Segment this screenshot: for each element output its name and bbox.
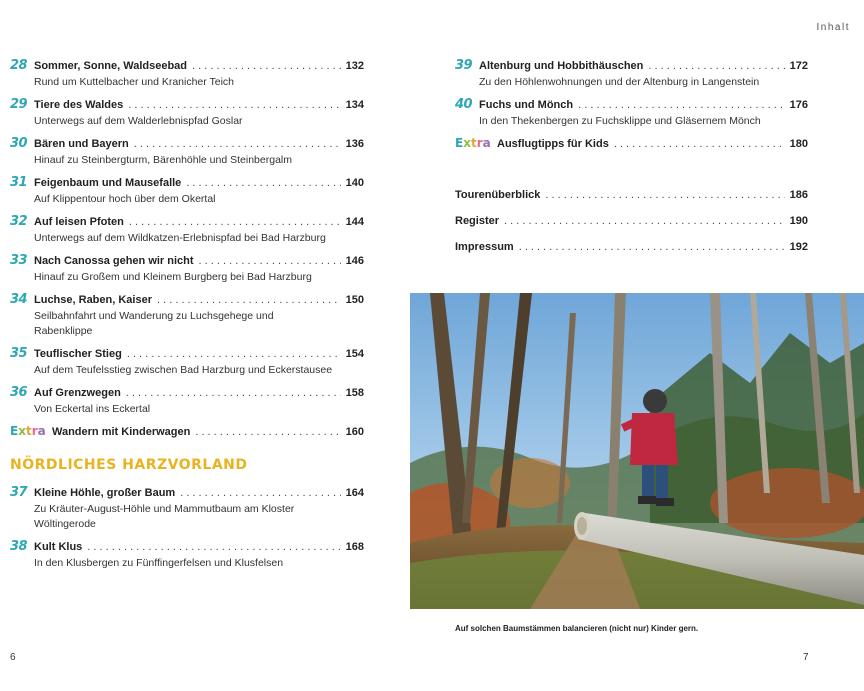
appendix-entry[interactable] (455, 241, 808, 258)
toc-subtitle: Seilbahnfahrt und Wanderung zu Luchsgehege und (34, 310, 274, 322)
leader-dots (127, 348, 341, 360)
toc-page: 160 (345, 426, 364, 438)
tour-number: 28 (10, 58, 28, 73)
page-number-right: 7 (803, 652, 809, 663)
toc-entry-head (10, 539, 364, 556)
toc-entry[interactable] (10, 253, 364, 285)
toc-page: 186 (789, 189, 808, 201)
tour-number: 36 (10, 385, 28, 400)
toc-page: 164 (345, 487, 364, 499)
toc-page: 190 (789, 215, 808, 227)
toc-entry-head (10, 136, 364, 153)
toc-page: 134 (345, 99, 364, 111)
toc-title: Fuchs und Mönch (479, 99, 574, 111)
toc-entry[interactable] (10, 385, 364, 417)
toc-title: Nach Canossa gehen wir nicht (34, 255, 194, 267)
appendix-list (455, 189, 808, 258)
tour-number: 37 (10, 485, 28, 500)
toc-subtitle: Von Eckertal ins Eckertal (34, 403, 151, 415)
toc-title: Altenburg und Hobbithäuschen (479, 60, 644, 72)
toc-subtitle: In den Klusbergen zu Fünffingerfelsen und Klusfelsen (34, 557, 284, 569)
tour-number: 35 (10, 346, 28, 361)
tour-number: 34 (10, 292, 28, 307)
toc-title: Impressum (455, 241, 514, 253)
tour-number: 40 (455, 97, 473, 112)
toc-subtitle: Hinauf zu Steinbergturm, Bärenhöhle und Steinbergalm (34, 154, 292, 166)
leader-dots (519, 241, 785, 253)
toc-subtitle: Unterwegs auf dem Wildkatzen-Erlebnispfad bei Bad Harzburg (34, 232, 326, 244)
toc-subtitle: Auf dem Teufelsstieg zwischen Bad Harzburg und Eckerstausee (34, 364, 333, 376)
tour-number: 29 (10, 97, 28, 112)
toc-entry-head (10, 292, 364, 309)
leader-dots (504, 215, 785, 227)
leader-dots (186, 177, 340, 189)
extra-tag: Extra (455, 136, 491, 150)
toc-title: Sommer, Sonne, Waldseebad (34, 60, 188, 72)
toc-title: Teuflischer Stieg (34, 348, 122, 360)
toc-entry[interactable] (10, 175, 364, 207)
leader-dots (129, 216, 341, 228)
toc-entry[interactable] (10, 136, 364, 168)
toc-page: 150 (345, 294, 364, 306)
toc-entry[interactable] (10, 292, 364, 339)
toc-subtitle: Unterwegs auf dem Walderlebnispfad Goslar (34, 115, 243, 127)
toc-title: Tourenüberblick (455, 189, 541, 201)
tour-number: 31 (10, 175, 28, 190)
leader-dots (614, 138, 785, 150)
toc-entry-head (10, 214, 364, 231)
toc-title: Auf leisen Pfoten (34, 216, 124, 228)
toc-page: 192 (789, 241, 808, 253)
toc-entry-head (10, 485, 364, 502)
toc-entry-head (10, 97, 364, 114)
tour-number: 39 (455, 58, 473, 73)
toc-title: Luchse, Raben, Kaiser (34, 294, 152, 306)
toc-page: 158 (345, 387, 364, 399)
appendix-entry[interactable] (455, 189, 808, 206)
toc-entry-head (10, 58, 364, 75)
leader-dots (545, 189, 784, 201)
toc-page: 176 (789, 99, 808, 111)
toc-list-left (10, 58, 364, 417)
toc-entry[interactable] (10, 58, 364, 90)
leader-dots (192, 60, 341, 72)
leader-dots (157, 294, 341, 306)
forest-photo (410, 293, 864, 609)
photo-caption: Auf solchen Baumstämmen balancieren (nicht nur) Kinder gern. (455, 624, 699, 633)
toc-page: 180 (789, 138, 808, 150)
toc-extra-right[interactable] (455, 136, 808, 153)
toc-title: Auf Grenzwegen (34, 387, 121, 399)
toc-page: 136 (345, 138, 364, 150)
toc-entry-head (10, 346, 364, 363)
forest-illustration (410, 293, 864, 609)
toc-entry-head (10, 253, 364, 270)
toc-subtitle: Hinauf zu Großem und Kleinem Burgberg bei Bad Harzburg (34, 271, 312, 283)
toc-title: Ausflugtipps für Kids (497, 138, 609, 150)
toc-title: Kult Klus (34, 541, 83, 553)
toc-title: Tiere des Waldes (34, 99, 124, 111)
toc-subtitle: Zu Kräuter-August-Höhle und Mammutbaum am Kloster (34, 503, 295, 515)
toc-subtitle: In den Thekenbergen zu Fuchsklippe und Gläsernem Mönch (479, 115, 761, 127)
toc-title: Bären und Bayern (34, 138, 129, 150)
toc-entry-head (455, 58, 808, 75)
leader-dots (126, 387, 341, 399)
header-label: Inhalt (816, 22, 850, 33)
toc-page: 146 (345, 255, 364, 267)
toc-entry-head (10, 385, 364, 402)
toc-entry[interactable] (455, 97, 808, 129)
toc-subtitle: Auf Klippentour hoch über dem Okertal (34, 193, 216, 205)
toc-list-right (455, 58, 808, 129)
toc-entry[interactable] (10, 539, 364, 571)
page-number-left: 6 (10, 652, 16, 663)
leader-dots (180, 487, 340, 499)
toc-entry-head (10, 175, 364, 192)
toc-right-column (455, 58, 808, 267)
toc-page: 132 (345, 60, 364, 72)
toc-extra-left[interactable] (10, 424, 364, 441)
toc-entry[interactable] (10, 346, 364, 378)
toc-title: Wandern mit Kinderwagen (52, 426, 191, 438)
toc-page: 154 (345, 348, 364, 360)
leader-dots (134, 138, 341, 150)
leader-dots (199, 255, 341, 267)
toc-title: Register (455, 215, 500, 227)
leader-dots (578, 99, 785, 111)
toc-page: 140 (345, 177, 364, 189)
tour-number: 32 (10, 214, 28, 229)
toc-page: 172 (789, 60, 808, 72)
toc-title: Feigenbaum und Mausefalle (34, 177, 182, 189)
toc-entry[interactable] (10, 97, 364, 129)
appendix-entry[interactable] (455, 215, 808, 232)
toc-left-column (10, 58, 364, 578)
tour-number: 33 (10, 253, 28, 268)
toc-entry[interactable] (455, 58, 808, 90)
toc-page: 168 (345, 541, 364, 553)
leader-dots (648, 60, 784, 72)
toc-subtitle: Rabenklippe (34, 325, 93, 337)
leader-dots (87, 541, 340, 553)
toc-list-left-2 (10, 485, 364, 571)
toc-page: 144 (345, 216, 364, 228)
toc-subtitle: Rund um Kuttelbacher und Kranicher Teich (34, 76, 235, 88)
section-heading: NÖRDLICHES HARZVORLAND (10, 457, 248, 473)
toc-subtitle: Zu den Höhlenwohnungen und der Altenburg in Langenstein (479, 76, 760, 88)
leader-dots (195, 426, 340, 438)
tour-number: 30 (10, 136, 28, 151)
leader-dots (128, 99, 340, 111)
toc-subtitle: Wöltingerode (34, 518, 96, 530)
toc-entry-head (455, 97, 808, 114)
extra-tag: Extra (10, 424, 46, 438)
tour-number: 38 (10, 539, 28, 554)
toc-title: Kleine Höhle, großer Baum (34, 487, 176, 499)
toc-entry[interactable] (10, 214, 364, 246)
toc-entry[interactable] (10, 485, 364, 532)
